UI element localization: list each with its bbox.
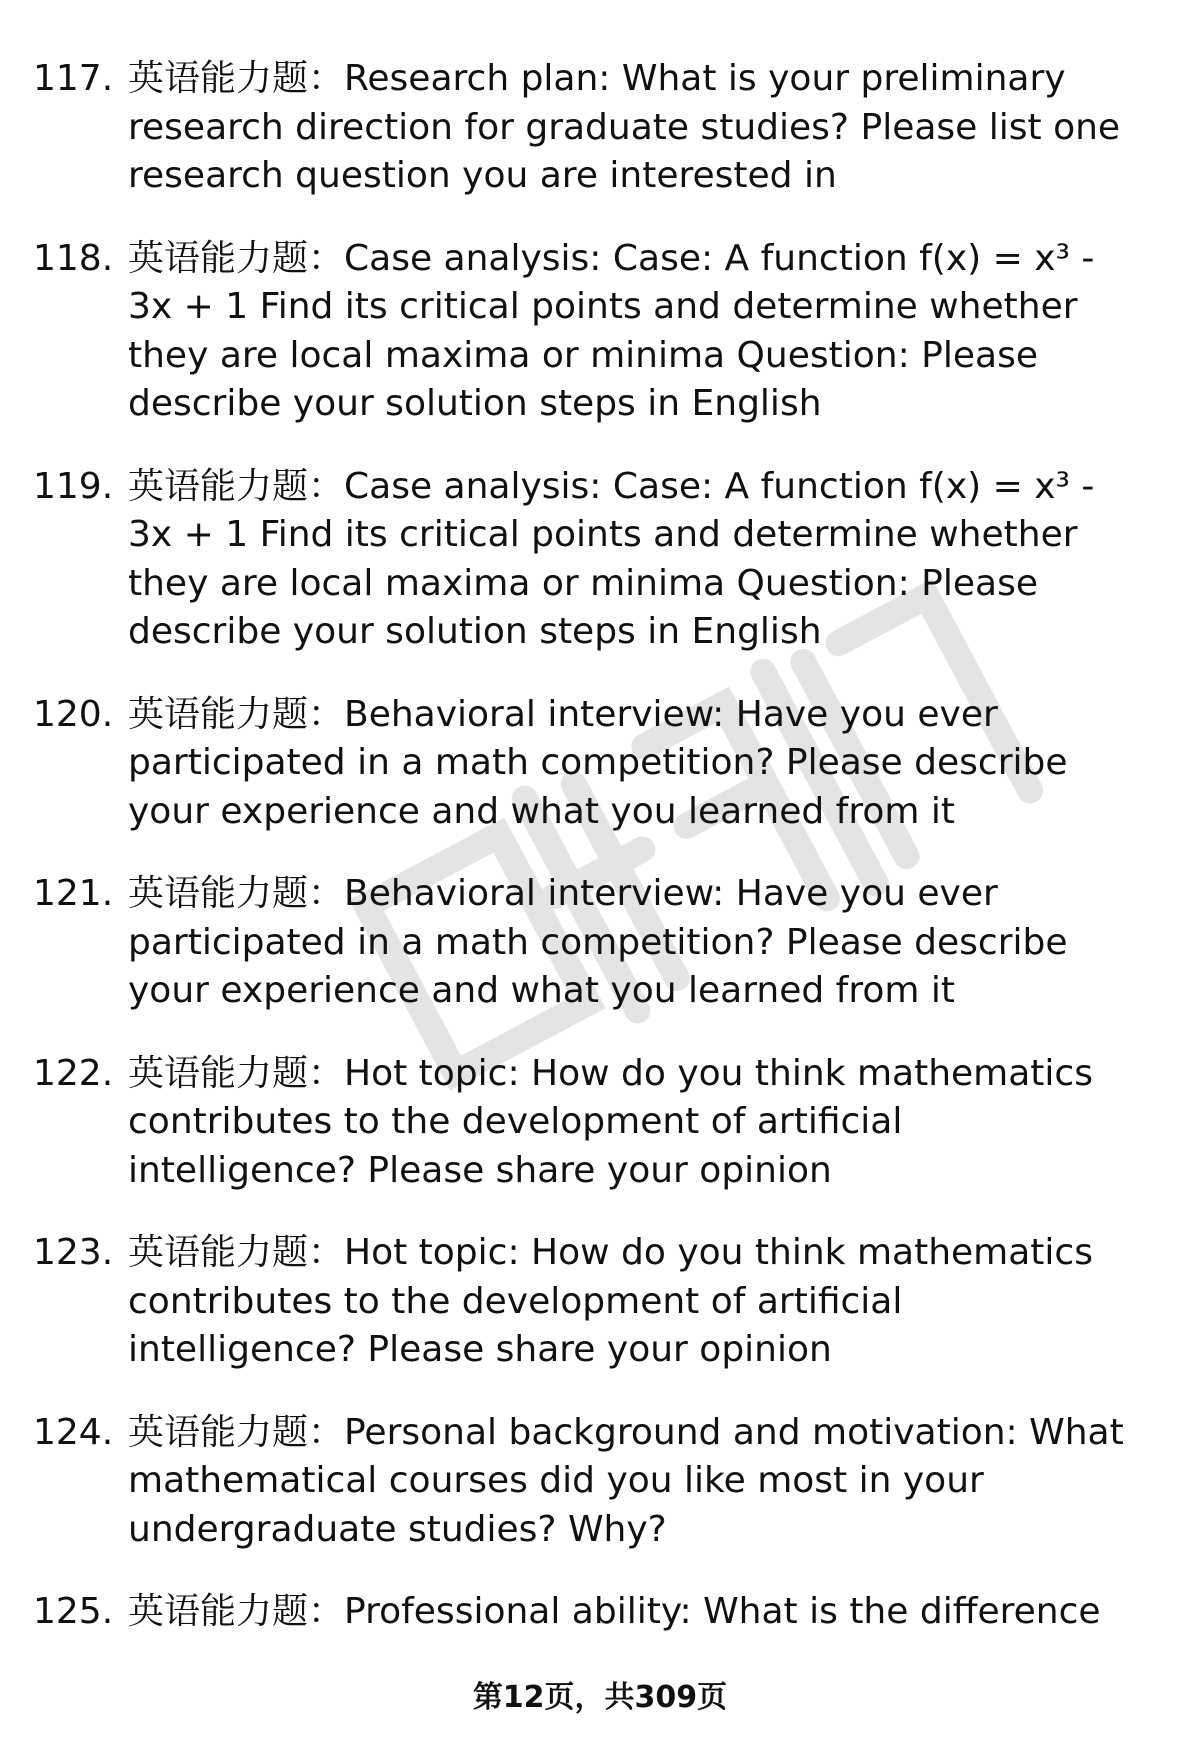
question-text: 英语能力题：Case analysis: Case: A function f(x) = x³ - 3x + 1 Find its critical points and determine whether they are local maxima or minima Question: Please describe your solution steps in English (128, 237, 1095, 424)
question-number: 123. (33, 1232, 114, 1273)
question-number: 125. (33, 1591, 114, 1632)
question-number: 117. (33, 58, 114, 99)
question-text: 英语能力题：Case analysis: Case: A function f(x) = x³ - 3x + 1 Find its critical points and determine whether they are local maxima or minima Question: Please describe your solution steps in English (128, 465, 1095, 652)
question-item (0, 870, 1200, 1016)
question-text: 英语能力题：Research plan: What is your preliminary research direction for graduate studies? Please list one research question you are interested in (128, 58, 1121, 196)
question-text: 英语能力题：Professional ability: What is the difference (128, 1591, 1101, 1632)
question-number: 121. (33, 873, 114, 914)
question-text: 英语能力题：Behavioral interview: Have you ever participated in a math competition? Please describe your experience and what you learned from it (128, 873, 1068, 1011)
question-item (0, 1409, 1200, 1555)
question-number: 122. (33, 1052, 114, 1094)
question-item (0, 691, 1200, 837)
question-text: 英语能力题：Personal background and motivation: What mathematical courses did you like most in your undergraduate studies? Why? (128, 1411, 1124, 1550)
question-text: 英语能力题：Behavioral interview: Have you ever participated in a math competition? Please describe your experience and what you learned from it (128, 693, 1068, 832)
page-indicator: 第12页，共309页 (472, 1680, 728, 1715)
question-item (0, 463, 1200, 657)
question-number: 119. (33, 465, 114, 507)
question-number: 124. (33, 1411, 114, 1453)
question-number: 118. (33, 237, 114, 279)
question-text: 英语能力题：Hot topic: How do you think mathematics contributes to the development of artificial intelligence? Please share your opinion (128, 1232, 1093, 1370)
question-item (0, 1229, 1200, 1375)
question-number: 120. (33, 693, 114, 735)
question-item (0, 235, 1200, 429)
question-text: 英语能力题：Hot topic: How do you think mathematics contributes to the development of artificial intelligence? Please share your opinion (128, 1052, 1093, 1191)
question-item (0, 1588, 1200, 1637)
question-item (0, 55, 1200, 201)
question-list (0, 55, 1200, 1671)
question-item (0, 1050, 1200, 1196)
